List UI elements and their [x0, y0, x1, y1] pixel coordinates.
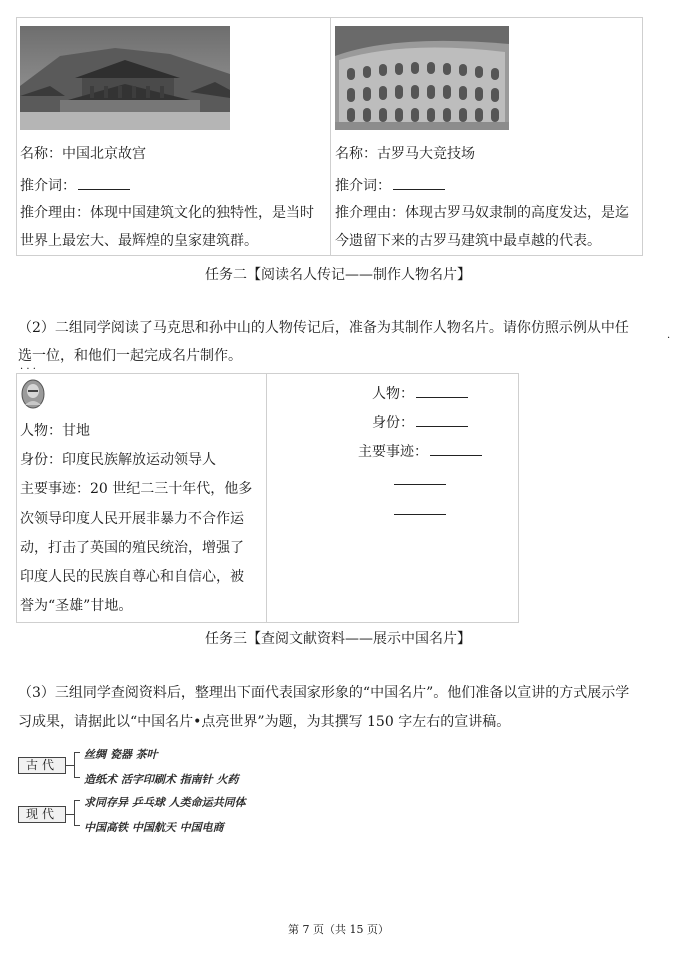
table-divider [330, 18, 331, 255]
blank-identity-field[interactable] [416, 414, 468, 427]
card-deeds-line: 动，打击了英国的殖民统治，增强了 [20, 540, 244, 556]
china-cards-diagram [18, 744, 288, 834]
blank-person-label: 人物： [372, 386, 414, 402]
card-deeds-line: 次领导印度人民开展非暴力不合作运 [20, 511, 244, 527]
modern-row1: 求同存异 乒乓球 人类命运共同体 [84, 796, 246, 809]
left-name-label: 名称： [20, 146, 62, 162]
blank-person-row [372, 385, 468, 401]
emphasis-dots: · · · [20, 364, 36, 375]
q3-line1: （3）三组同学查阅资料后，整理出下面代表国家形象的“中国名片”。他们准备以宣讲的方式展示学 [18, 685, 630, 701]
blank-identity-label: 身份： [372, 415, 414, 431]
landmark-table [16, 17, 643, 256]
page-footer: 第 7 页（共 15 页） [288, 923, 389, 936]
q3-line2: 习成果，请据此以“中国名片•点亮世界”为题，为其撰写 150 字左右的宣讲稿。 [18, 714, 511, 730]
right-name-label: 名称： [335, 146, 377, 162]
modern-label: 现代 [18, 806, 66, 823]
task3-title: 任务三【查阅文献资料——展示中国名片】 [205, 631, 471, 647]
modern-row2: 中国高铁 中国航天 中国电商 [84, 821, 224, 834]
bracket [74, 752, 75, 778]
blank-identity-row [372, 414, 468, 430]
gandhi-portrait [21, 379, 45, 409]
right-name-row [335, 147, 475, 161]
card-identity: 身份：印度民族解放运动领导人 [20, 452, 216, 468]
right-name-value: 古罗马大竞技场 [377, 146, 475, 162]
bracket-bottom [74, 777, 80, 778]
bracket [74, 800, 75, 826]
left-recommend-blank[interactable] [78, 177, 130, 190]
card-deeds-line: 主要事迹：20 世纪二三十年代，他多 [20, 481, 253, 497]
blank-deeds-line[interactable] [394, 484, 446, 485]
bracket-top [74, 752, 80, 753]
right-recommend-label: 推介词： [335, 178, 391, 194]
q2-line1: （2）二组同学阅读了马克思和孙中山的人物传记后，准备为其制作人物名片。请你仿照示例从中任 [18, 320, 629, 336]
right-recommend-row [335, 177, 445, 193]
left-reason-line1: 推介理由：体现中国建筑文化的独特性，是当时 [20, 205, 314, 221]
bracket-bottom [74, 825, 80, 826]
left-name-value: 中国北京故宫 [62, 146, 146, 162]
right-recommend-blank[interactable] [393, 177, 445, 190]
card-divider [266, 374, 267, 622]
left-recommend-row [20, 177, 130, 193]
left-reason-line2: 世界上最宏大、最辉煌的皇家建筑群。 [20, 233, 258, 249]
left-recommend-label: 推介词： [20, 178, 76, 194]
ancient-row1: 丝绸 瓷器 茶叶 [84, 748, 158, 761]
card-deeds-line: 誉为“圣雄”甘地。 [20, 598, 133, 614]
card-person: 人物：甘地 [20, 423, 90, 439]
left-name-row [20, 147, 146, 161]
connector [66, 765, 74, 766]
connector [66, 814, 74, 815]
blank-deeds-field[interactable] [430, 443, 482, 456]
blank-deeds-label: 主要事迹： [358, 444, 428, 460]
right-reason-line2: 今遗留下来的古罗马建筑中最卓越的代表。 [335, 233, 601, 249]
colosseum-photo [335, 26, 509, 130]
ancient-label: 古代 [18, 757, 66, 774]
emphasis-dot: · [667, 333, 671, 344]
bracket-top [74, 800, 80, 801]
card-deeds-line: 印度人民的民族自尊心和自信心，被 [20, 569, 244, 585]
ancient-row2: 造纸术 活字印刷术 指南针 火药 [84, 773, 239, 786]
task2-title: 任务二【阅读名人传记——制作人物名片】 [205, 267, 471, 283]
person-card-table [16, 373, 519, 623]
blank-deeds-line[interactable] [394, 514, 446, 515]
q2-line2: 选一位，和他们一起完成名片制作。 [18, 348, 242, 364]
forbidden-city-photo [20, 26, 230, 130]
blank-person-field[interactable] [416, 385, 468, 398]
blank-deeds-row [358, 443, 482, 459]
right-reason-line1: 推介理由：体现古罗马奴隶制的高度发达，是迄 [335, 205, 629, 221]
